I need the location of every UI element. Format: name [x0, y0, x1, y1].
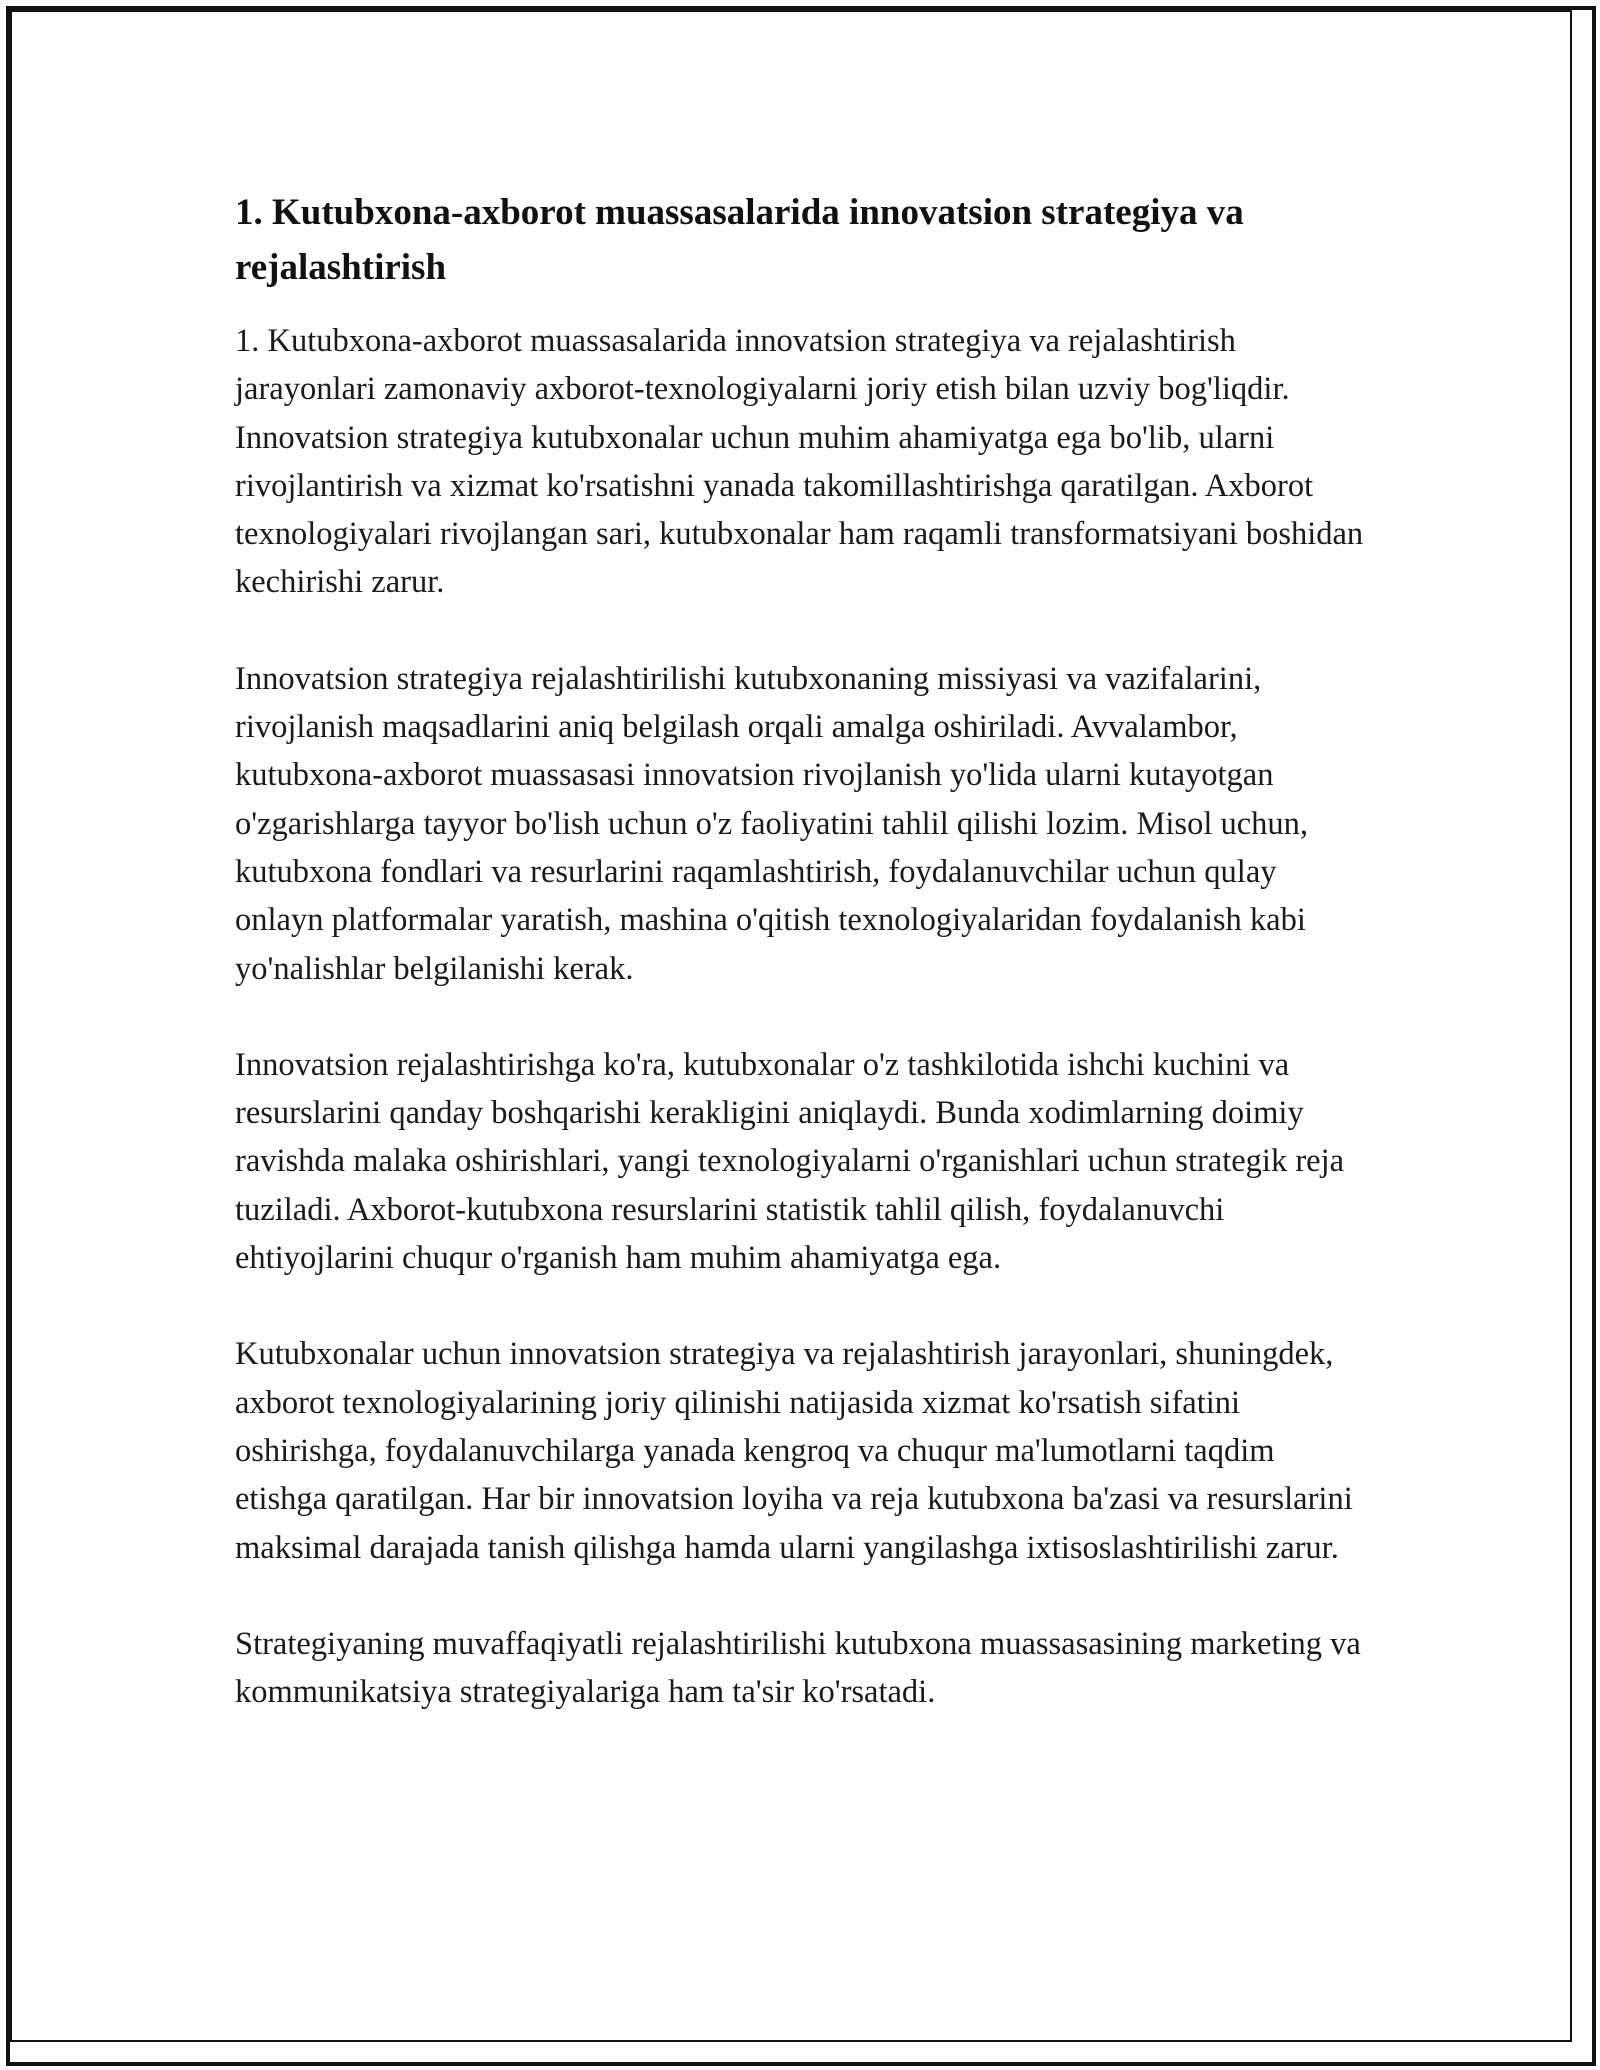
paragraph-5: Strategiyaning muvaffaqiyatli rejalashtirilishi kutubxona muassasasining marketing va kommunikatsiya strategiyalariga ham ta'sir ko'rsatadi.	[235, 1625, 1361, 1711]
document-body	[235, 185, 1365, 1764]
paragraph-4: Kutubxonalar uchun innovatsion strategiya va rejalashtirish jarayonlari, shuningdek, axborot texnologiyalarining joriy qilinishi natijasida xizmat ko'rsatish sifatini oshirishga, foydalanuvchilarga yanada kengroq va chuqur ma'lumotlarni taqdim etishga qaratilgan. Har bir innovatsion loyiha va reja kutubxona ba'zasi va resurslarini maksimal darajada tanish qilishga hamda ularni yangilashga ixtisoslashtirilishi zarur.	[235, 1336, 1353, 1566]
document-title: 1. Kutubxona-axborot muassasalarida innovatsion strategiya va rejalashtirish	[235, 192, 1244, 288]
paragraph-2: Innovatsion strategiya rejalashtirilishi kutubxonaning missiyasi va vazifalarini, rivojlanish maqsadlarini aniq belgilash orqali amalga oshiriladi. Avvalambor, kutubxona-axborot muassasasi innovatsion rivojlanish yo'lida ularni kutayotgan o'zgarishlarga tayyor bo'lish uchun o'z faoliyatini tahlil qilishi lozim. Misol uchun, kutubxona fondlari va resurlarini raqamlashtirish, foydalanuvchilar uchun qulay onlayn platformalar yaratish, mashina o'qitish texnologiyalaridan foydalanish kabi yo'nalishlar belgilanishi kerak.	[235, 660, 1309, 987]
paragraph-3: Innovatsion rejalashtirishga ko'ra, kutubxonalar o'z tashkilotida ishchi kuchini va resurslarini qanday boshqarishi kerakligini aniqlaydi. Bunda xodimlarning doimiy ravishda malaka oshirishlari, yangi texnologiyalarni o'rganishlari uchun strategik reja tuziladi. Axborot-kutubxona resurslarini statistik tahlil qilish, foydalanuvchi ehtiyojlarini chuqur o'rganish ham muhim ahamiyatga ega.	[235, 1046, 1345, 1277]
paragraph-1: 1. Kutubxona-axborot muassasalarida innovatsion strategiya va rejalashtirish jarayonlari zamonaviy axborot-texnologiyalarni joriy etish bilan uzviy bog'liqdir. Innovatsion strategiya kutubxonalar uchun muhim ahamiyatga ega bo'lib, ularni rivojlantirish va xizmat ko'rsatishni yanada takomillashtirishga qaratilgan. Axborot texnologiyalari rivojlangan sari, kutubxonalar ham raqamli transformatsiyani boshidan kechirishi zarur.	[235, 323, 1364, 601]
